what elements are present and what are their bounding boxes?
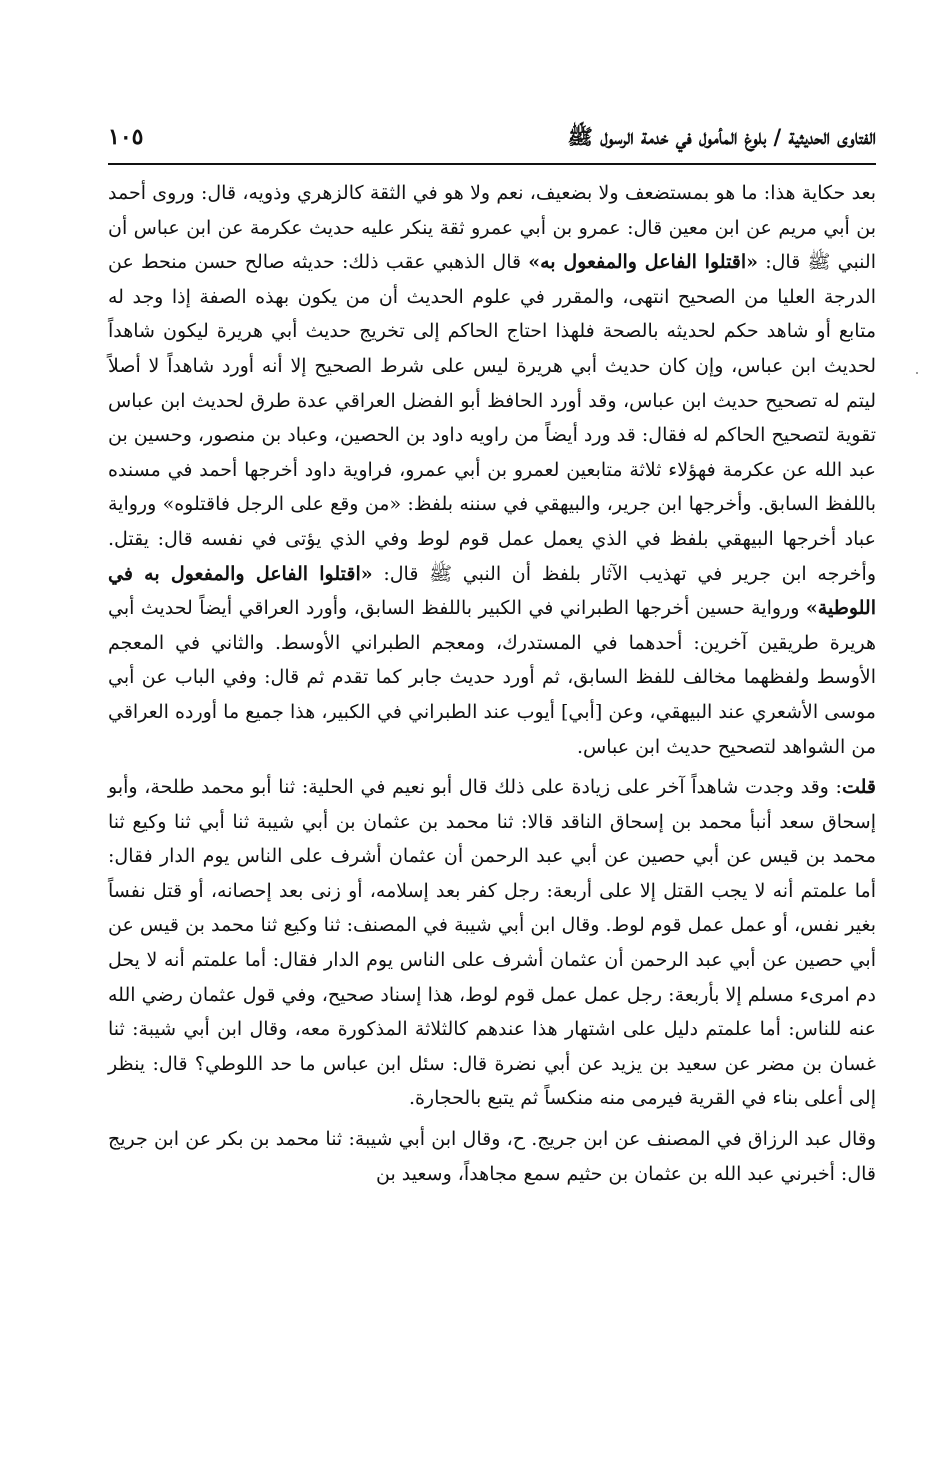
text-run: بعد حكاية هذا: ما هو بمستضعف ولا بضعيف، نعم ولا هو في الثقة كالزهري وذويه، قال: وروى أحمد بن أبي مريم عن ابن معين قال: عمرو بن أبي عمرو ثقة ينكر عليه حديث عكرمة عن ابن عباس أن النبي ﷺ قال: [108,182,876,274]
paragraph-1 [108,176,876,764]
hadith-quote: «اقتلوا الفاعل والمفعول به» [528,251,759,274]
running-title: الفتاوى الحديثية / بلوغ المأمول في خدمة الرسول ﷺ [567,124,876,149]
page-number: ١٠٥ [108,124,144,150]
margin-speck [916,372,918,374]
paragraph-3 [108,1122,876,1191]
body-text [108,176,876,1191]
paragraph-2 [108,770,876,1116]
text-run: وقال عبد الرزاق في المصنف عن ابن جريج. ح، وقال ابن أبي شيبة: ثنا محمد بن بكر عن ابن جريج قال: أخبرني عبد الله بن عثمان بن حثيم سمع مجاهداً، وسعيد بن [108,1128,876,1185]
text-run: ورواية حسين أخرجها الطبراني في الكبير باللفظ السابق، وأورد العراقي أيضاً لحديث أبي هريرة طريقين آخرين: أحدهما في المستدرك، ومعجم الطبراني الأوسط. والثاني في المعجم الأوسط ولفظهما مخالف للفظ السابق، ثم أورد حديث جابر كما تقدم ثم قال: وفي الباب عن أبي موسى الأشعري عند البيهقي، وعن [أبي] أيوب عند الطبراني في الكبير، هذا جميع ما أورده العراقي من الشواهد لتصحيح حديث ابن عباس. [108,597,876,758]
text-run: قال الذهبي عقب ذلك: حديثه صالح حسن منحط عن الدرجة العليا من الصحيح انتهى، والمقرر في علوم الحديث أن من يكون بهذه الصفة إذا وجد له متابع أو شاهد حكم لحديثه بالصحة فلهذا احتاج الحاكم إلى تخريج حديث أبي هريرة ليكون شاهداً لحديث ابن عباس، وإن كان حديث أبي هريرة ليس على شرط الصحيح إلا أنه أورد شاهداً لا أصلاً ليتم له تصحيح حديث ابن عباس، وقد أورد الحافظ أبو الفضل العراقي عدة طرق لحديث ابن عباس تقوية لتصحيح الحاكم له فقال: قد ورد أيضاً من راويه داود بن الحصين، وعباد بن منصور، وحسين بن عبد الله عن عكرمة فهؤلاء ثلاثة متابعين لعمرو بن أبي عمرو، فراوية داود أخرجها أحمد في مسنده باللفظ السابق. وأخرجها ابن جرير، والبيهقي في سننه بلفظ: «من وقع على الرجل فاقتلوه» ورواية عباد أخرجها البيهقي بلفظ في الذي يعمل عمل قوم لوط وفي الذي يؤتى في نفسه قال: يقتل. وأخرجه ابن جرير في تهذيب الآثار بلفظ أن النبي ﷺ قال: [108,251,877,585]
qultu-lead-word: قلت [841,776,876,799]
running-header [108,118,876,158]
hadith-quote: «اقتلوا الفاعل والمفعول به في اللوطية» [108,562,876,620]
header-divider [108,163,876,165]
text-run: : وقد وجدت شاهداً آخر على زيادة على ذلك قال أبو نعيم في الحلية: ثنا أبو محمد طلحة، وأبو إسحاق سعد أنبأ محمد بن إسحاق الناقد قالا: ثنا محمد بن عثمان بن أبي شيبة ثنا أبي ثنا وكيع ثنا محمد بن قيس عن أبي حصين عن أبي عبد الرحمن أن عثمان أشرف على الناس يوم الدار فقال: أما علمتم أنه لا يجب القتل إلا على أربعة: رجل كفر بعد إسلامه، أو زنى بعد إحصانه، أو قتل نفساً بغير نفس، أو عمل عمل قوم لوط. وقال ابن أبي شيبة في المصنف: ثنا وكيع ثنا محمد بن قيس عن أبي حصين عن أبي عبد الرحمن أن عثمان أشرف على الناس يوم الدار فقال: أما علمتم أنه لا يحل دم امرىء مسلم إلا بأربعة: رجل عمل عمل قوم لوط، هذا إسناد صحيح، وفي قول عثمان رضي الله عنه للناس: أما علمتم دليل على اشتهار هذا عندهم كالثلاثة المذكورة معه، وقال ابن أبي شيبة: ثنا غسان بن مضر عن سعيد بن يزيد عن أبي نضرة قال: سئل ابن عباس ما حد اللوطي؟ قال: ينظر إلى أعلى بناء في القرية فيرمى منه منكساً ثم يتبع بالحجارة. [108,776,876,1110]
